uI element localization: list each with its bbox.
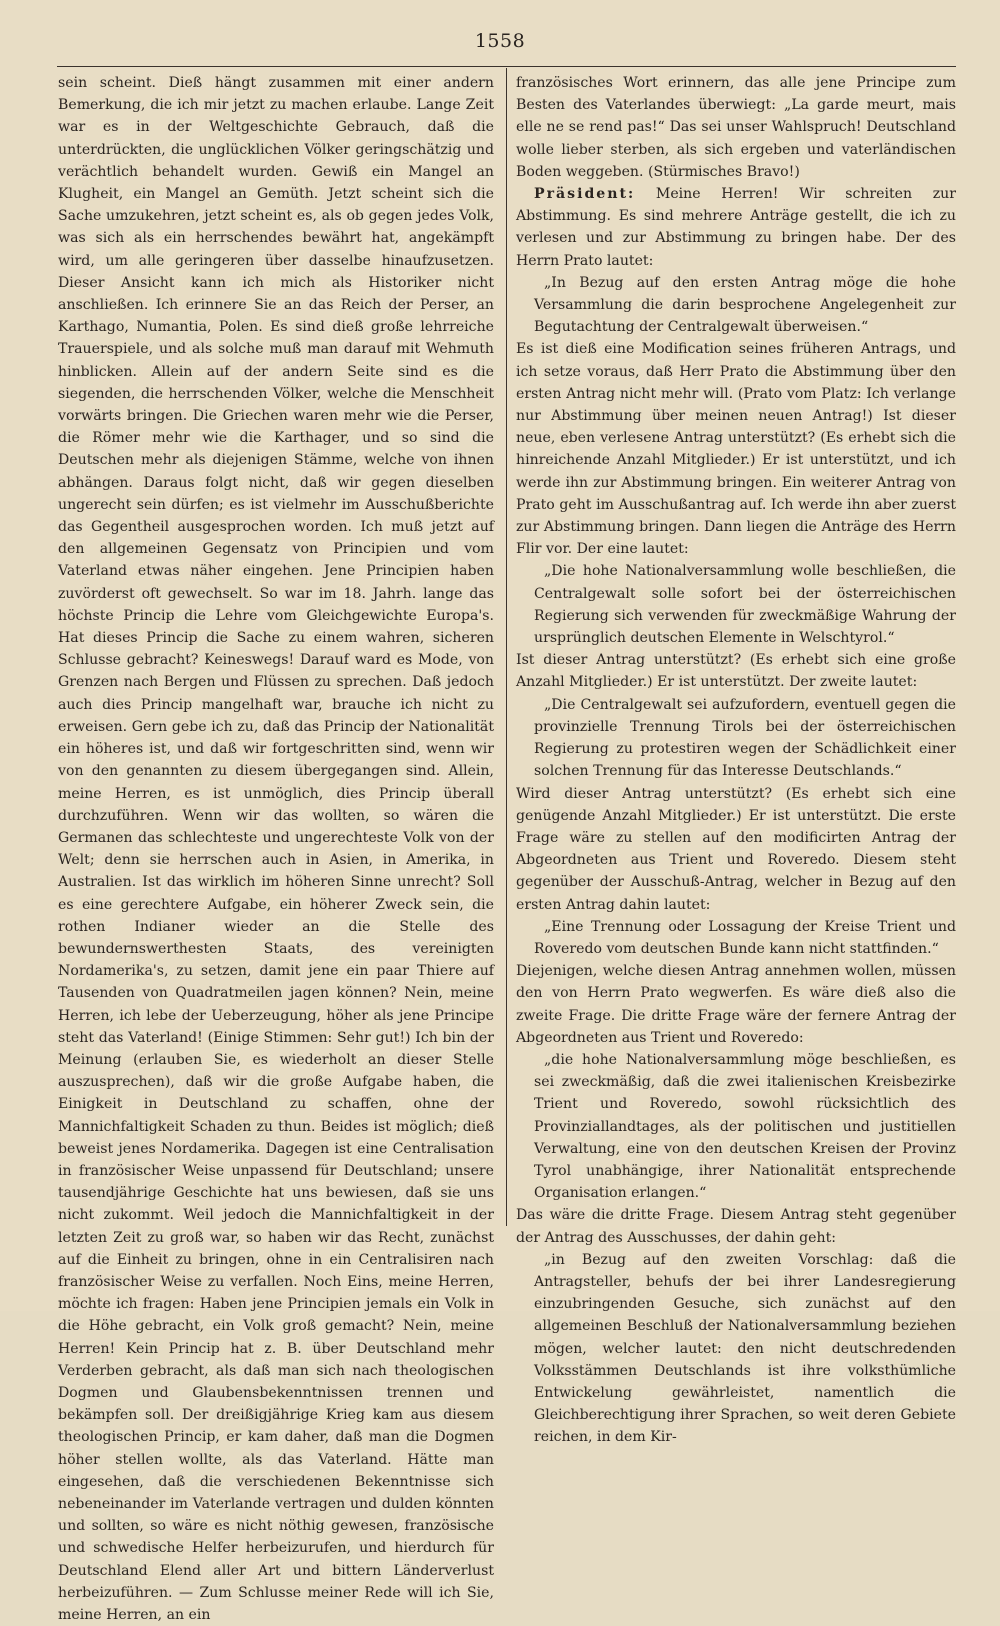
page-number: 1558 bbox=[474, 30, 526, 52]
speaker-label: Präsident: bbox=[534, 186, 636, 203]
quote-1: „In Bezug auf den ersten Antrag möge die hohe Versammlung die darin besprochene Angelegenheit zur Begutachtung der Centralgewalt überweisen.“ bbox=[534, 274, 956, 336]
left-column bbox=[58, 72, 494, 1626]
quote-3: „Die Centralgewalt sei aufzufordern, eventuell gegen die provinzielle Trennung Tirols bei der österreichischen Regierung zu protestiren wegen der Schädlichkeit einer solchen Trennung für das Interesse Deutschlands.“ bbox=[534, 696, 956, 780]
right-column bbox=[516, 72, 956, 1449]
paragraph-2: Meine Herren! Wir schreiten zur Abstimmung. Es sind mehrere Anträge gestellt, die ich zu verlesen und zur Abstimmung zu bringen habe. Der des Herrn Prato lautet: bbox=[516, 186, 956, 269]
header-rule bbox=[57, 66, 956, 67]
quote-5: „die hohe Nationalversammlung möge beschließen, es sei zweckmäßig, daß die zwei italienischen Kreisbezirke Trient und Roveredo, sowohl rücksichtlich des Provinziallandtages, als der politischen und justitiellen Verwaltung, eine von den deutschen Kreisen der Provinz Tyrol unabhängige, ihrer Nationalität entsprechende Organisation erlangen.“ bbox=[534, 1051, 956, 1202]
paragraph-3: Es ist dieß eine Modification seines früheren Antrags, und ich setze voraus, daß Herr Prato die Abstimmung über den ersten Antrag nicht mehr will. (Prato vom Platz: Ich verlange nur Abstimmung über meinen neuen Antrag!) Ist dieser neue, eben verlesene Antrag unterstützt? (Es erhebt sich die hinreichende Anzahl Mitglieder.) Er ist unterstützt, und ich werde ihn zur Abstimmung bringen. Ein weiterer Antrag von Prato geht im Ausschußantrag auf. Ich werde ihn aber zuerst zur Abstimmung bringen. Dann liegen die Anträge des Herrn Flir vor. Der eine lautet: bbox=[516, 341, 956, 558]
paragraph-7: Das wäre die dritte Frage. Diesem Antrag steht gegenüber der Antrag des Ausschusses, der dahin geht: bbox=[516, 1207, 956, 1246]
quote-6: „in Bezug auf den zweiten Vorschlag: daß die Antragsteller, behufs der bei ihrer Landesregierung einzubringenden Gesuche, sich zunächst auf den allgemeinen Beschluß der Nationalversammlung beziehen mögen, welcher lautet: den nicht deutschredenden Volksstämmen Deutschlands ist ihre volksthümliche Entwickelung gewährleistet, namentlich die Gleichberechtigung ihrer Sprachen, so weit deren Gebiete reichen, in dem Kir- bbox=[534, 1251, 956, 1446]
paragraph-president bbox=[516, 183, 956, 272]
paragraph-1: französisches Wort erinnern, das alle jene Principe zum Besten des Vaterlandes überwiegt: „La garde meurt, mais elle ne se rend pas!“ Das sei unser Wahlspruch! Deutschland wolle lieber sterben, als sich ergeben und vaterländischen Boden weggeben. (Stürmisches Bravo!) bbox=[516, 75, 956, 180]
quote-4: „Eine Trennung oder Lossagung der Kreise Trient und Roveredo vom deutschen Bunde kann nicht stattfinden.“ bbox=[534, 918, 956, 957]
column-divider bbox=[506, 68, 507, 1226]
quote-2: „Die hohe Nationalversammlung wolle beschließen, die Centralgewalt solle sofort bei der österreichischen Regierung sich verwenden für zweckmäßige Wahrung der ursprünglich deutschen Elemente in Welschtyrol.“ bbox=[534, 563, 956, 647]
left-column-text: sein scheint. Dieß hängt zusammen mit einer andern Bemerkung, die ich mir jetzt zu machen erlaube. Lange Zeit war es in der Weltgeschichte Gebrauch, daß die unterdrückten, die unglücklichen Völker geringschätzig und verächtlich behandelt wurden. Gewiß ein Mangel an Klugheit, ein Mangel an Gemüth. Jetzt scheint sich die Sache umzukehren, jetzt scheint es, als ob gegen jedes Volk, was sich als ein herrschendes bewährt hat, angekämpft wird, um alle geringeren über dasselbe hinaufzusetzen. Dieser Ansicht kann ich mich als Historiker nicht anschließen. Ich erinnere Sie an das Reich der Perser, an Karthago, Numantia, Polen. Es sind dieß große lehrreiche Trauerspiele, und als solche muß man darauf mit Wehmuth hinblicken. Allein auf der andern Seite sind es die siegenden, die herrschenden Völker, welche die Menschheit vorwärts bringen. Die Griechen waren mehr wie die Perser, die Römer mehr wie die Karthager, und so sind die Deutschen mehr als diejenigen Stämme, welche von ihnen abhängen. Daraus folgt nicht, daß wir gegen dieselben ungerecht sein dürfen; es ist vielmehr im Ausschußberichte das Gegentheil ausgesprochen worden. Ich muß jetzt auf den allgemeinen Gegensatz von Principien und vom Vaterland etwas näher eingehen. Jene Principien haben zuvörderst oft gewechselt. So war im 18. Jahrh. lange das höchste Princip die Lehre vom Gleichgewichte Europa's. Hat dieses Princip die Sache zu einem wahren, sicheren Schlusse gebracht? Keineswegs! Darauf ward es Mode, von Grenzen nach Bergen und Flüssen zu sprechen. Daß jedoch auch dies Princip mangelhaft war, brauche ich nicht zu erweisen. Gern gebe ich zu, daß das Princip der Nationalität ein höheres ist, und daß wir fortgeschritten sind, wenn wir von den genannten zu diesem übergegangen sind. Allein, meine Herren, es ist unmöglich, dies Princip überall durchzuführen. Wenn wir das wollten, so wären die Germanen das schlechteste und ungerechteste Volk von der Welt; denn sie herrschen auch in Asien, in Amerika, in Australien. Ist das wirklich im höheren Sinne unrecht? Soll es eine gerechtere Aufgabe, ein höherer Zweck sein, die rothen Indianer wieder an die Stelle des bewundernswerthesten Staats, des vereinigten Nordamerika's, zu setzen, damit jene ein paar Thiere auf Tausenden von Quadratmeilen jagen können? Nein, meine Herren, ich lebe der Ueberzeugung, höher als jene Principe steht das Vaterland! (Einige Stimmen: Sehr gut!) Ich bin der Meinung (erlauben Sie, es wiederholt an dieser Stelle auszusprechen), daß wir die große Aufgabe haben, die Einigkeit in Deutschland zu schaffen, ohne der Mannichfaltigkeit Schaden zu thun. Beides ist möglich; dieß beweist jenes Nordamerika. Dagegen ist eine Centralisation in französischer Weise unpassend für Deutschland; unsere tausendjährige Geschichte hat uns bewiesen, daß sie uns nicht zukommt. Weil jedoch die Mannichfaltigkeit in der letzten Zeit zu groß war, so haben wir das Recht, zunächst auf die Einheit zu bringen, ohne in ein Centralisiren nach französischer Weise zu verfallen. Noch Eins, meine Herren, möchte ich fragen: Haben jene Principien jemals ein Volk in die Höhe gebracht, ein Volk groß gemacht? Nein, meine Herren! Kein Princip hat z. B. über Deutschland mehr Verderben gebracht, als daß man sich nach theologischen Dogmen und Glaubensbekenntnissen trennen und bekämpfen soll. Der dreißigjährige Krieg kam aus diesem theologischen Princip, er kam daher, daß man die Dogmen höher stellen wollte, als das Vaterland. Hätte man eingesehen, daß die verschiedenen Bekenntnisse sich nebeneinander im Vaterlande vertragen und dulden könnten und sollten, so wäre es nicht nöthig gewesen, französische und schwedische Helfer herbeizurufen, und hierdurch für Deutschland Elend aller Art und bittern Länderverlust herbeizuführen. — Zum Schlusse meiner Rede will ich Sie, meine Herren, an ein bbox=[58, 75, 494, 1624]
paragraph-4: Ist dieser Antrag unterstützt? (Es erhebt sich eine große Anzahl Mitglieder.) Er ist unterstützt. Der zweite lautet: bbox=[516, 652, 956, 691]
paragraph-5: Wird dieser Antrag unterstützt? (Es erhebt sich eine genügende Anzahl Mitglieder.) Er ist unterstützt. Die erste Frage wäre zu stellen auf den modificirten Antrag der Abgeordneten aus Trient und Roveredo. Diesem steht gegenüber der Ausschuß-Antrag, welcher in Bezug auf den ersten Antrag dahin lautet: bbox=[516, 785, 956, 913]
paragraph-6: Diejenigen, welche diesen Antrag annehmen wollen, müssen den von Herrn Prato wegwerfen. Es wäre dieß also die zweite Frage. Die dritte Frage wäre der fernere Antrag der Abgeordneten aus Trient und Roveredo: bbox=[516, 963, 956, 1046]
